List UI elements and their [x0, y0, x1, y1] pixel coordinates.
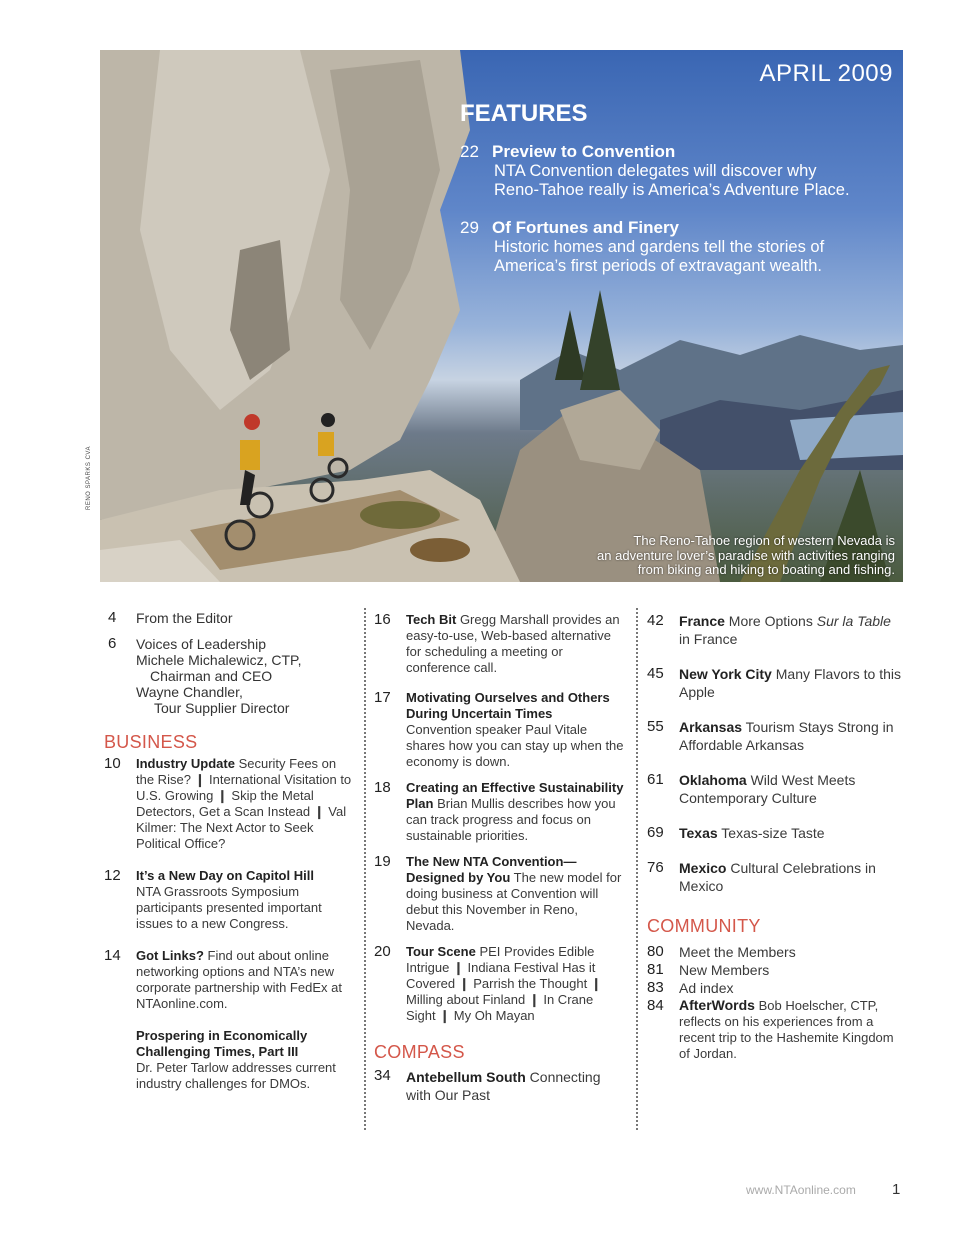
photo-caption	[597, 534, 895, 578]
entry-title: New Members	[679, 962, 770, 978]
entry-desc: PEI Provides Edible Intrigue ❙ Indiana Festival Has it Covered ❙ Parrish the Thought ❙ Milling about Finland ❙ In Crane Sight ❙ My Oh Mayan	[406, 944, 602, 1023]
toc-entry[interactable]	[647, 979, 905, 997]
toc-entry[interactable]	[104, 756, 354, 852]
feature-desc-line: NTA Convention delegates will discover why	[494, 162, 817, 180]
page-number: 34	[374, 1067, 391, 1084]
feature-page: 29	[460, 218, 479, 237]
caption-line: an adventure lover’s paradise with activities ranging	[597, 547, 895, 563]
toc-column-2	[374, 612, 624, 1104]
page-number: 14	[104, 947, 121, 964]
entry-title: Tour Scene	[406, 944, 476, 959]
toc-entry[interactable]	[104, 948, 354, 1012]
column-divider	[636, 608, 638, 1130]
features-heading: FEATURES	[460, 100, 588, 127]
toc-entry[interactable]	[374, 854, 624, 934]
page-number: 45	[647, 665, 664, 682]
page-number: 76	[647, 859, 664, 876]
entry-line: Michele Michalewicz, CTP,	[136, 652, 302, 668]
page-number: 61	[647, 771, 664, 788]
toc-entry[interactable]	[647, 612, 905, 648]
section-heading-compass: COMPASS	[374, 1042, 465, 1062]
page-number: 12	[104, 867, 121, 884]
toc-entry[interactable]	[374, 944, 624, 1024]
toc-entry[interactable]	[104, 636, 354, 716]
toc-entry[interactable]	[647, 665, 905, 701]
toc-entry[interactable]	[647, 824, 905, 842]
page-number: 10	[104, 755, 121, 772]
entry-line: Wayne Chandler,	[136, 684, 243, 700]
page-number: 17	[374, 689, 391, 706]
toc-entry[interactable]	[647, 961, 905, 979]
page-number: 81	[647, 961, 664, 978]
entry-title: Motivating Ourselves and Others During Uncertain Times	[406, 690, 610, 721]
toc-entry[interactable]	[374, 780, 624, 844]
toc-column-3	[647, 612, 905, 1062]
issue-date: APRIL 2009	[759, 60, 893, 87]
page-number: 69	[647, 824, 664, 841]
toc-entry[interactable]	[647, 859, 905, 895]
caption-line: The Reno-Tahoe region of western Nevada is	[633, 533, 895, 548]
entry-title: Oklahoma	[679, 772, 747, 788]
page-number: 20	[374, 943, 391, 960]
entry-line: Tour Supplier Director	[154, 700, 290, 716]
page-number: 84	[647, 997, 664, 1014]
entry-desc: Security Fees on the Rise? ❙ International Visitation to U.S. Growing ❙ Skip the Metal Detectors, Get a Scan Instead ❙ Val Kilmer: The Next Actor to Seek Political Office?	[136, 756, 352, 851]
feature-title: Of Fortunes and Finery	[492, 218, 680, 237]
page-number: 42	[647, 612, 664, 629]
page-number-footer: 1	[892, 1181, 901, 1198]
page-number: 19	[374, 853, 391, 870]
entry-desc: Gregg Marshall provides an easy-to-use, Web-based alternative for scheduling a meeting or conference call.	[406, 612, 620, 675]
entry-line: Chairman and CEO	[150, 668, 273, 684]
feature-page: 22	[460, 142, 479, 161]
entry-title: Ad index	[679, 980, 734, 996]
entry-title: France	[679, 613, 725, 629]
page-number: 4	[108, 609, 117, 626]
entry-desc: Brian Mullis describes how you can track progress and focus on sustainable priorities.	[406, 796, 616, 843]
hero-photo	[100, 50, 903, 582]
entry-title: Voices of Leadership	[136, 636, 266, 652]
toc-entry[interactable]	[647, 771, 905, 807]
feature-title: Preview to Convention	[492, 142, 676, 161]
entry-desc: More Options	[724, 613, 817, 629]
entry-title: Texas	[679, 825, 718, 841]
entry-title: Tech Bit	[406, 612, 457, 627]
entry-desc: Texas-size Taste	[717, 825, 825, 841]
page-number: 18	[374, 779, 391, 796]
toc-entry[interactable]	[374, 690, 624, 770]
toc-entry[interactable]	[104, 868, 354, 932]
entry-title: Meet the Members	[679, 944, 796, 960]
entry-desc: Many Flavors to this Apple	[679, 666, 902, 700]
entry-desc-italic: Sur la Table	[816, 613, 891, 629]
toc-column-1	[104, 610, 354, 1092]
caption-line: from biking and hiking to boating and fishing.	[637, 562, 895, 577]
entry-desc: Tourism Stays Strong in Affordable Arkansas	[679, 719, 894, 753]
page-number: 83	[647, 979, 664, 996]
entry-desc: Convention speaker Paul Vitale shares how you can stay up when the economy is down.	[406, 722, 624, 769]
entry-title: Antebellum South	[406, 1069, 526, 1085]
column-divider	[364, 608, 366, 1130]
entry-desc: Cultural Celebrations in Mexico	[679, 860, 876, 894]
mountain-biking-scene	[100, 50, 903, 582]
toc-entry[interactable]	[104, 1028, 354, 1092]
entry-desc: NTA Grassroots Symposium participants presented important issues to a new Congress.	[136, 884, 322, 931]
entry-title: Creating an Effective Sustainability Plan	[406, 780, 624, 811]
toc-entry[interactable]	[374, 1068, 624, 1104]
entry-desc: in France	[679, 631, 738, 647]
entry-title: Industry Update	[136, 756, 235, 771]
toc-entry[interactable]	[647, 718, 905, 754]
feature-desc-line: Historic homes and gardens tell the stories of	[494, 238, 825, 256]
page-number: 55	[647, 718, 664, 735]
entry-title: Got Links?	[136, 948, 204, 963]
entry-desc: Wild West Meets Contemporary Culture	[679, 772, 856, 806]
page-number: 16	[374, 611, 391, 628]
toc-entry[interactable]	[104, 610, 354, 626]
page-number: 80	[647, 943, 664, 960]
entry-title: It’s a New Day on Capitol Hill	[136, 868, 314, 883]
feature-desc-line: America’s first periods of extravagant wealth.	[494, 257, 823, 275]
entry-title: From the Editor	[136, 610, 233, 626]
section-heading-community: COMMUNITY	[647, 916, 761, 936]
entry-desc: Find out about online networking options and NTA’s new corporate partnership with FedEx at NTAonline.com.	[136, 948, 342, 1011]
entry-title: The New NTA Convention—Designed by You	[406, 854, 577, 885]
entry-title: New York City	[679, 666, 772, 682]
entry-desc: Bob Hoelscher, CTP, reflects on his experiences from a recent trip to the Hashemite Kingdom of Jordan.	[679, 998, 894, 1061]
toc-entry[interactable]	[647, 943, 905, 961]
section-heading-business: BUSINESS	[104, 732, 198, 752]
entry-desc: The new model for doing business at Convention will debut this November in Reno, Nevada.	[406, 870, 622, 933]
entry-title: AfterWords	[679, 997, 755, 1013]
feature-desc-line: Reno-Tahoe really is America’s Adventure Place.	[494, 181, 850, 199]
entry-desc: Dr. Peter Tarlow addresses current industry challenges for DMOs.	[136, 1060, 336, 1091]
entry-title: Arkansas	[679, 719, 743, 735]
entry-title: Prospering in Economically Challenging Times, Part III	[136, 1028, 308, 1059]
toc-entry[interactable]	[374, 612, 624, 676]
entry-desc: Connecting with Our Past	[406, 1069, 601, 1103]
page-number: 6	[108, 635, 117, 652]
photo-credit: RENO SPARKS CVA	[86, 446, 92, 510]
feature-item[interactable]	[460, 218, 824, 276]
toc-entry[interactable]	[647, 997, 905, 1062]
feature-item[interactable]	[460, 142, 850, 200]
footer-url[interactable]: www.NTAonline.com	[746, 1183, 856, 1197]
entry-title: Mexico	[679, 860, 727, 876]
